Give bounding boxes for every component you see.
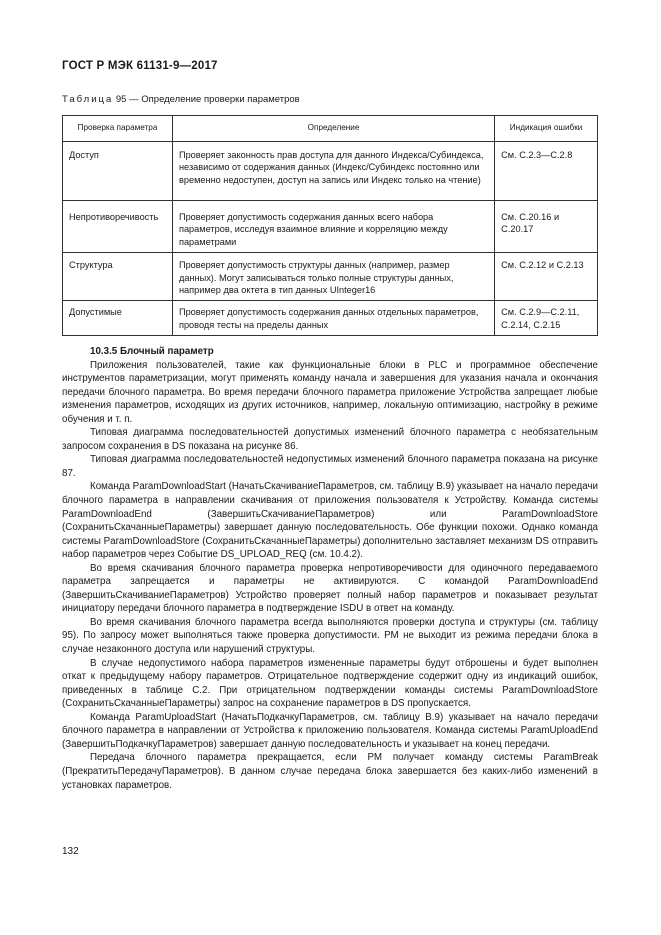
- paragraph: Типовая диаграмма последовательностей допустимых изменений блочного параметра с необязательным запросом сохранения в DS показана на рисунке 86.: [62, 427, 598, 452]
- paragraph: Типовая диаграмма последовательностей недопустимых изменений блочного параметра показана на рисунке 87.: [62, 454, 598, 479]
- cell-definition: Проверяет допустимость содержания данных отдельных параметров, проводя тесты на пределы данных: [172, 301, 494, 336]
- section-body: [62, 345, 598, 792]
- section-heading: 10.3.5 Блочный параметр: [90, 346, 214, 357]
- paragraph: Во время скачивания блочного параметра всегда выполняются проверки доступа и структуры (см. таблицу 95). По запросу может выполняться также проверка допустимости. РМ не выходит из режима передачи блока в случае незаконного доступа или нарушений структуры.: [62, 616, 598, 656]
- paragraph: Команда ParamDownloadStart (НачатьСкачиваниеПараметров, см. таблицу В.9) указывает на начало передачи блочного параметра в направлении скачивания от приложения пользователя к Устройству. Команда системы ParamDownloadEnd (ЗавершитьСкачиваниеПараметров) или ParamDownloadStore (СохранитьСкачанныеПараметры) завершает данную последовательность. Обе функции похожи. Однако команда системы ParamDownloadStore (СохранитьСкачанныеПараметры) дополнительно заставляет механизм DS отправить набор параметров через Событие DS_UPLOAD_REQ (см. 10.4.2).: [62, 481, 598, 561]
- table-row: [63, 201, 598, 253]
- paragraph: В случае недопустимого набора параметров измененные параметры будут отброшены и будет выполнен откат к предыдущему набору параметров. Отрицательное подтверждение содержит одну из индикаций ошибок, приведенных в таблице С.2. При отрицательном подтверждении команды системы ParamDownloadStore (СохранитьСкачанныеПараметры) запрос на сохранение параметров в DS пропускается.: [62, 657, 598, 710]
- cell-error: См. С.2.9—С.2.11, С.2.14, С.2.15: [495, 301, 598, 336]
- cell-error: См. С.2.3—С.2.8: [495, 142, 598, 201]
- paragraph: Передача блочного параметра прекращается, если РМ получает команду системы ParamBreak (ПрекратитьПередачуПараметров). В данном случае передача блока завершается без каких-либо изменений в установках параметров.: [62, 752, 598, 791]
- parameter-check-table: [62, 115, 598, 336]
- page-number: 132: [62, 846, 79, 857]
- table-row: [63, 253, 598, 301]
- column-header-check: Проверка параметра: [63, 116, 173, 142]
- standard-code-header: ГОСТ Р МЭК 61131-9—2017: [62, 60, 218, 72]
- cell-definition: Проверяет допустимость содержания данных всего набора параметров, исследуя взаимное влияние и корреляцию между параметрами: [172, 201, 494, 253]
- cell-error: См. С.2.12 и С.2.13: [495, 253, 598, 301]
- cell-definition: Проверяет допустимость структуры данных (например, размер данных). Могут записываться только полные структуры данных, например два октета в тип данных UInteger16: [172, 253, 494, 301]
- paragraph: Команда ParamUploadStart (НачатьПодкачкуПараметров, см. таблицу В.9) указывает на начало передачи блочного параметра в направлении от Устройства к приложению пользователя. Команда системы ParamUploadEnd (ЗавершитьПодкачкуПараметров) завершает данную последовательность и указывает на конец передачи.: [62, 711, 598, 750]
- cell-check: Непротиворечивость: [63, 201, 173, 253]
- cell-definition: Проверяет законность прав доступа для данного Индекса/Субиндекса, независимо от содержания данных (Индекс/Субиндекс постоянно или временно недоступен, доступ на запись или Индекс только на чтение): [172, 142, 494, 201]
- cell-check: Допустимые: [63, 301, 173, 336]
- table-caption-text: — Определение проверки параметров: [129, 94, 300, 105]
- cell-check: Структура: [63, 253, 173, 301]
- column-header-definition: Определение: [172, 116, 494, 142]
- table-row: [63, 142, 598, 201]
- table-header-row: [63, 116, 598, 142]
- cell-check: Доступ: [63, 142, 173, 201]
- table-caption-number: 95: [115, 94, 127, 105]
- cell-error: См. С.20.16 и С.20.17: [495, 201, 598, 253]
- table-caption: [62, 94, 300, 105]
- paragraph: Приложения пользователей, такие как функциональные блоки в PLC и программное обеспечение инструментов параметризации, могут применять команду начала и завершения для указания начала и окончания передачи блочного параметра. Во время передачи блочного параметра приложение Устройства запрещает любые изменения параметров, исходящих из других источников, например, локальную оптимизацию, настройку в режиме обучения и т. п.: [62, 359, 598, 425]
- table-caption-label: Таблица: [62, 94, 114, 105]
- paragraph: Во время скачивания блочного параметра проверка непротиворечивости для одиночного передаваемого параметра запрещается и параметры не активируются. С командой ParamDownloadEnd (ЗавершитьСкачиваниеПараметров) Устройство проверяет полный набор параметров и показывает результат инициатору передачи блочного параметра в подтверждение ISDU в ответ на команду.: [62, 562, 598, 615]
- column-header-error: Индикация ошибки: [495, 116, 598, 142]
- table-row: [63, 301, 598, 336]
